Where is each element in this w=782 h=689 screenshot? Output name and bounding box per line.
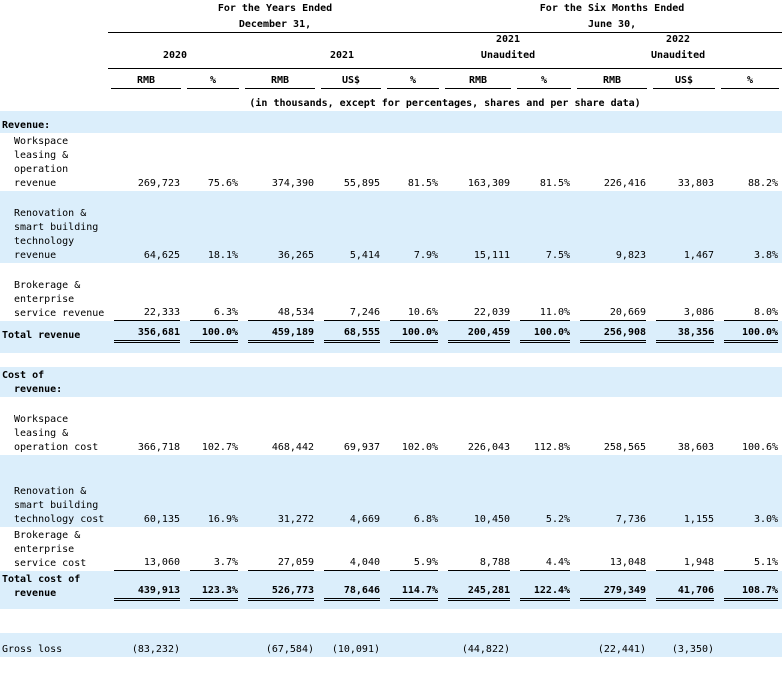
cell-value: 7.5% [514,191,574,263]
col-header-pct-2021: % [387,74,439,89]
cell-value: 459,189 [248,326,314,343]
cell-value: 31,272 [242,455,318,527]
cell-value: (10,091) [318,633,384,657]
cell-value: 8.0% [724,306,778,321]
cell-value: 3.8% [718,191,782,263]
cell-value: 114.7% [390,584,438,601]
cell-value: 374,390 [271,177,314,189]
cell-value: 1,467 [650,191,718,263]
cell-value: 9,823 [574,191,650,263]
unaudited-2021: Unaudited [480,49,536,61]
cell-value: 100.0% [190,326,238,343]
cell-value: 100.0% [724,326,778,343]
cell-value: 7.9% [384,191,442,263]
table-row [0,527,782,571]
years-ended-heading-2: December 31, [238,18,312,30]
cell-value: 13,060 [114,556,180,571]
cell-value: 439,913 [114,584,180,601]
row-label-cont: revenue [14,587,57,599]
cell-value: 22,333 [114,306,180,321]
cell-value: 112.8% [533,441,571,453]
cell-value: 81.5% [407,177,439,189]
row-label: Brokerage & enterprise service revenue [14,279,105,319]
cell-value: 69,937 [343,441,380,453]
year-2020: 2020 [162,49,188,61]
cell-value: 100.6% [741,441,779,453]
cell-value: 3.0% [718,455,782,527]
revenue-section-title: Revenue: [0,111,782,133]
cell-value: 27,059 [248,556,314,571]
cell-value: 279,349 [580,584,646,601]
cell-value: 6.3% [190,306,238,321]
cell-value: 245,281 [448,584,510,601]
cell-value: 13,048 [580,556,646,571]
cell-value: 75.6% [207,177,238,189]
cell-value: 38,603 [677,441,715,453]
cell-value: 122.4% [520,584,570,601]
unaudited-2022: Unaudited [650,49,706,61]
cell-value: 68,555 [324,326,380,343]
cell-value: 100.0% [390,326,438,343]
col-header-usd-2022-6m: US$ [653,74,715,89]
cell-value: 38,356 [656,326,714,343]
cell-value: 10,450 [442,455,514,527]
cell-value: 8,788 [448,556,510,571]
cell-value: 3.7% [190,556,238,571]
cell-value: 1,948 [656,556,714,571]
cell-value: 1,155 [650,455,718,527]
cell-value [718,633,782,657]
cell-value: 48,534 [248,306,314,321]
cell-value: 16.9% [184,455,242,527]
table-row [0,191,782,263]
cell-value: 3,086 [656,306,714,321]
cell-value: 4.4% [520,556,570,571]
cell-value: 356,681 [114,326,180,343]
years-ended-heading-1: For the Years Ended [217,3,333,14]
cell-value: 41,706 [656,584,714,601]
table-row [0,133,782,191]
cell-value: 163,309 [467,177,511,189]
cell-value: 226,043 [467,441,511,453]
cell-value: 55,895 [343,177,380,189]
cell-value: 10.6% [390,306,438,321]
total-revenue-row [0,321,782,343]
cell-value: 5.9% [390,556,438,571]
cell-value: 7,736 [574,455,650,527]
year-2021-6m: 2021 [442,32,574,47]
col-header-usd-2021: US$ [321,74,381,89]
col-header-pct-2022-6m: % [721,74,779,89]
row-label: Total cost of [2,573,81,585]
cell-value: 64,625 [108,191,184,263]
cell-value: 15,111 [442,191,514,263]
cell-value: 102.7% [201,441,238,453]
cell-value: (3,350) [650,633,718,657]
row-label: Workspace leasing & operation revenue [14,135,69,189]
cell-value: 258,565 [603,441,647,453]
cell-value: (83,232) [108,633,184,657]
row-label: Total revenue [0,321,108,343]
cell-value: 100.0% [520,326,570,343]
cell-value: 5.2% [514,455,574,527]
cell-value: 7,246 [324,306,380,321]
cell-value: 226,416 [603,177,647,189]
table-row [0,455,782,527]
cell-value: (67,584) [242,633,318,657]
col-header-rmb-2020: RMB [111,74,181,89]
cell-value: 256,908 [580,326,646,343]
cell-value: (22,441) [574,633,650,657]
cell-value: 200,459 [448,326,510,343]
row-label: Renovation & smart building technology cost [0,455,108,527]
cell-value: 20,669 [580,306,646,321]
cell-value: 4,040 [324,556,380,571]
table-row [0,263,782,321]
table-row [0,397,782,455]
cell-value: 468,442 [271,441,314,453]
col-header-pct-2021-6m: % [517,74,571,89]
six-months-heading-1: For the Six Months Ended [539,3,685,14]
cell-value: 108.7% [724,584,778,601]
cell-value: (44,822) [442,633,514,657]
col-header-rmb-2021-6m: RMB [445,74,511,89]
currency-header-row [0,69,782,89]
row-label: Gross loss [0,633,108,657]
cell-value: 81.5% [539,177,571,189]
cell-value: 366,718 [137,441,180,453]
cell-value: 6.8% [384,455,442,527]
col-header-rmb-2022-6m: RMB [577,74,647,89]
cell-value: 18.1% [184,191,242,263]
cell-value: 88.2% [747,177,779,189]
cell-value [184,633,242,657]
cell-value: 78,646 [324,584,380,601]
row-label: Workspace leasing & operation cost [14,413,99,453]
units-note: (in thousands, except for percentages, shares and per share data) [249,97,641,109]
six-months-heading-2: June 30, [587,18,637,30]
total-cost-row [0,571,782,601]
year-2022-6m: 2022 [574,32,782,47]
gross-loss-row [0,633,782,657]
cell-value: 4,669 [318,455,384,527]
cost-section-title-1: Cost of [2,369,45,381]
cell-value: 11.0% [520,306,570,321]
cell-value: 269,723 [137,177,180,189]
cell-value: 36,265 [242,191,318,263]
col-header-pct-2020: % [187,74,239,89]
cell-value: 5.1% [724,556,778,571]
row-label: Renovation & smart building technology revenue [0,191,108,263]
cell-value: 102.0% [401,441,439,453]
cell-value [514,633,574,657]
col-header-rmb-2021: RMB [245,74,315,89]
cell-value: 60,135 [108,455,184,527]
cell-value: 123.3% [190,584,238,601]
cell-value: 526,773 [248,584,314,601]
cell-value: 22,039 [448,306,510,321]
row-label: Brokerage & enterprise service cost [14,529,87,569]
cost-section-title-2: revenue: [14,383,63,395]
cell-value: 33,803 [677,177,715,189]
year-2021: 2021 [329,49,355,61]
cell-value: 5,414 [318,191,384,263]
cell-value [384,633,442,657]
